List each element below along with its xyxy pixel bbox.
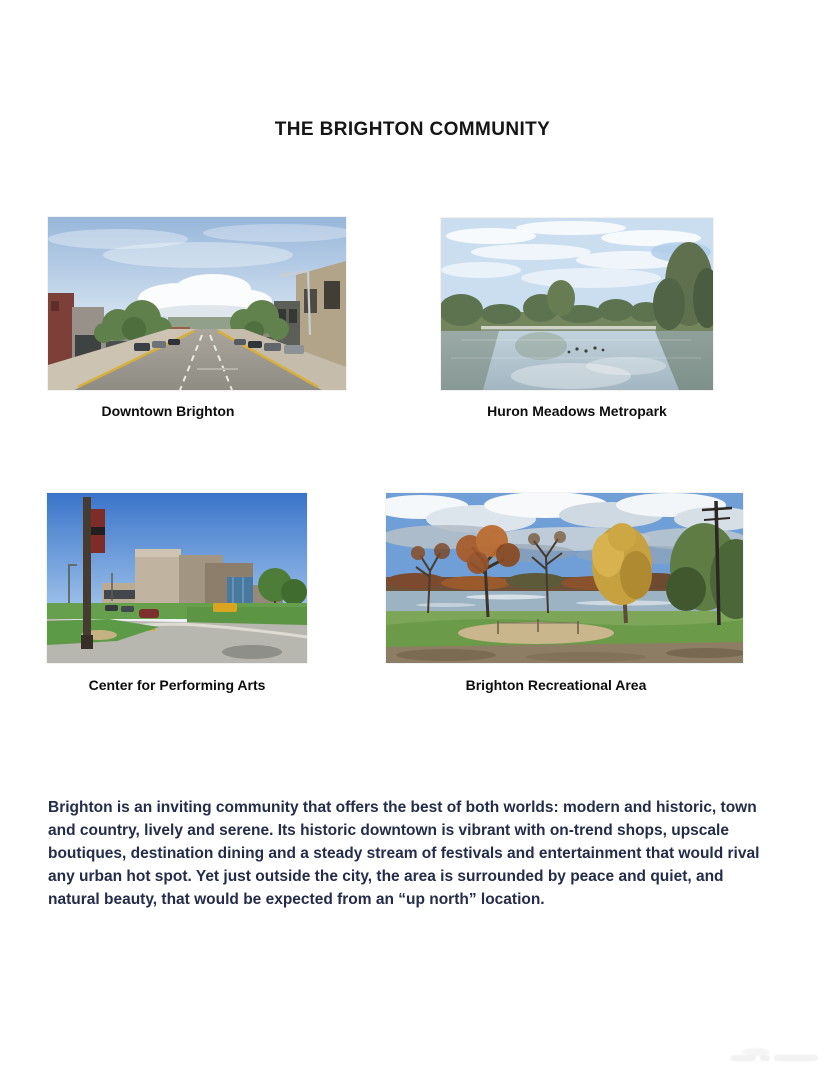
watermark (726, 1047, 822, 1065)
autumn-park-illustration (386, 493, 743, 663)
recreational-area-photo (386, 493, 743, 663)
downtown-brighton-photo (48, 217, 346, 390)
photo-caption-recreational: Brighton Recreational Area (465, 677, 647, 693)
photo-caption-metropark: Huron Meadows Metropark (487, 403, 667, 419)
page-title: THE BRIGHTON COMMUNITY (274, 119, 551, 140)
lake-scene-illustration (441, 218, 713, 390)
body-paragraph: Brighton is an inviting community that offers the best of both worlds: modern and historic, town and country, lively and serene. Its historic downtown is vibrant with on-trend shops, upscale boutiques, destination dining and a steady stream of festivals and entertainment that would rival any urban hot spot. Yet just outside the city, the area is surrounded by peace and quiet, and natural beauty, that would be expected from an “up north” location. (48, 799, 760, 908)
photo-caption-performing-arts: Center for Performing Arts (88, 677, 266, 693)
performing-arts-photo (47, 493, 307, 663)
street-scene-illustration (48, 217, 346, 390)
photo-caption-downtown: Downtown Brighton (101, 403, 235, 419)
huron-meadows-photo (441, 218, 713, 390)
building-scene-illustration (47, 493, 307, 663)
